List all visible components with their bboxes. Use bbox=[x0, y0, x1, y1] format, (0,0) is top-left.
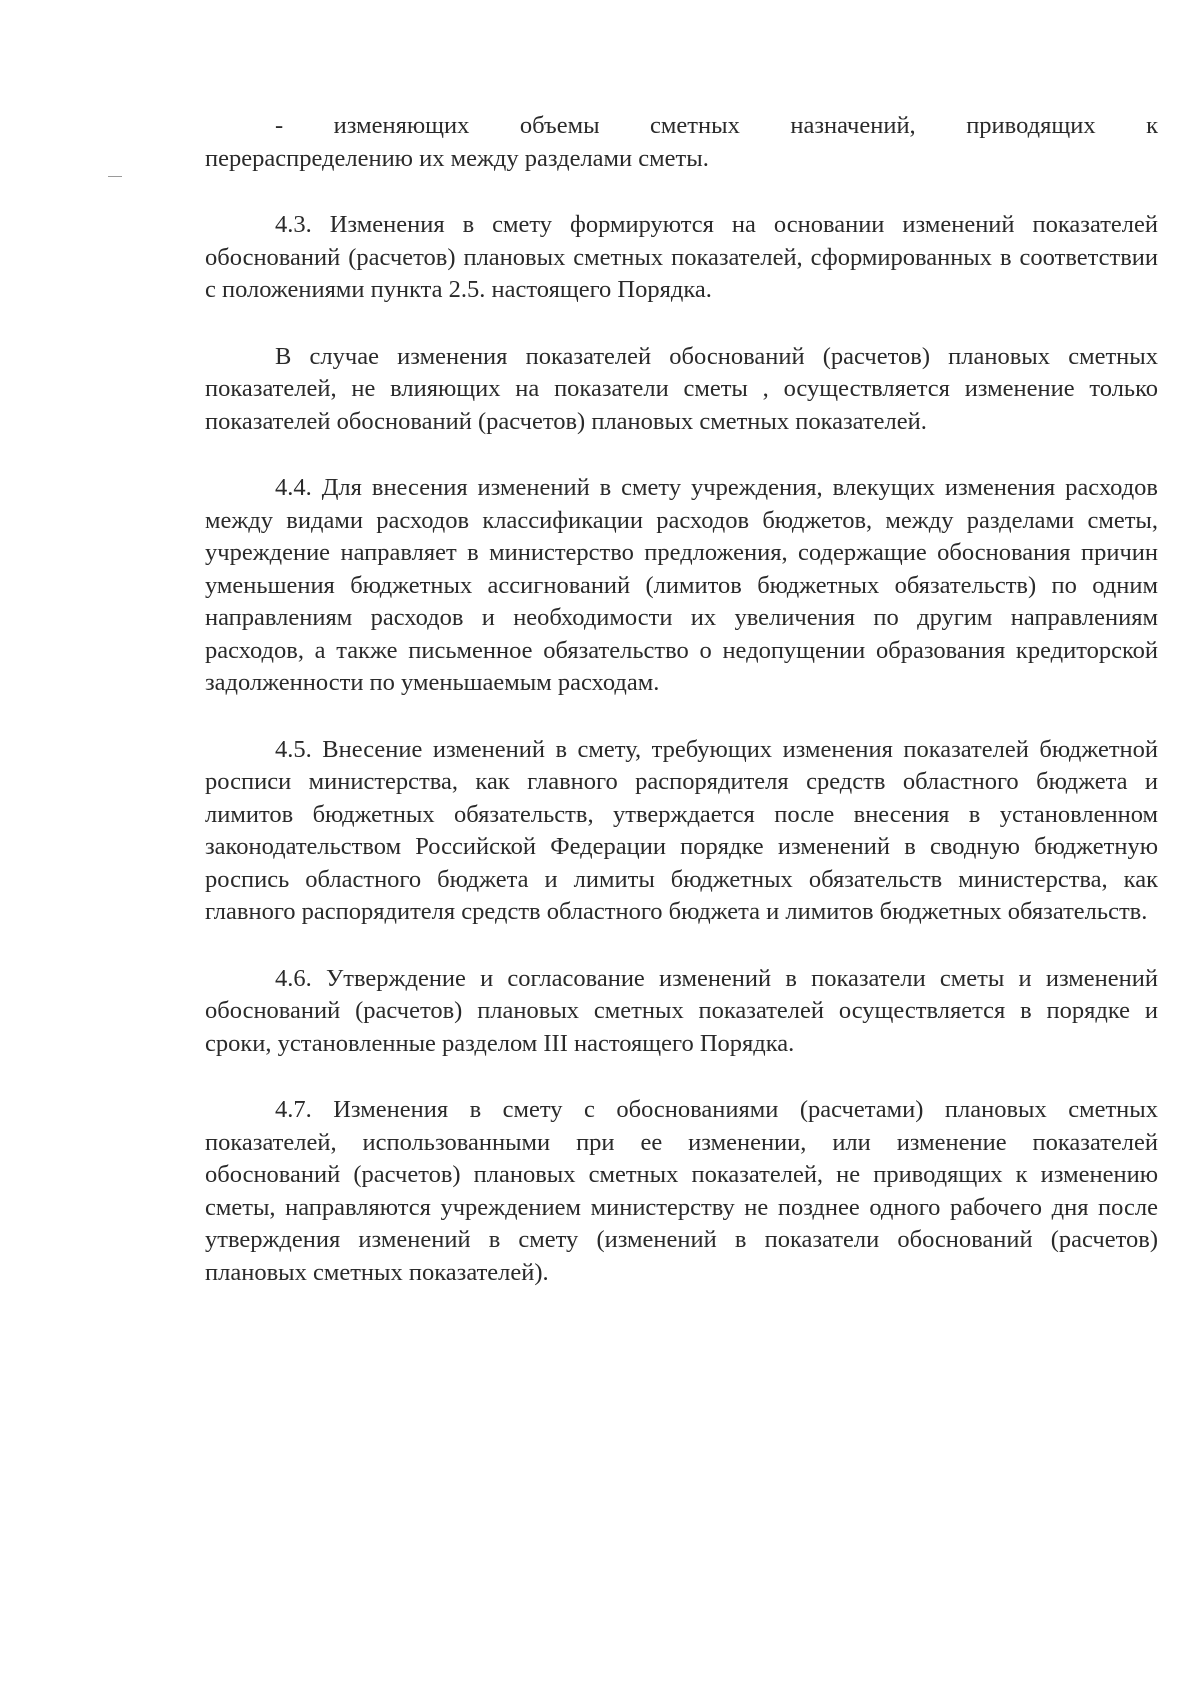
paragraph-4-3-note: В случае изменения показателей обоснований (расчетов) плановых сметных показателей, не влияющих на показатели сметы , осуществляется изменение только показателей обоснований (расчетов) плановых сметных показателей. bbox=[205, 342, 1158, 435]
paragraph-4-7: 4.7. Изменения в смету с обоснованиями (расчетами) плановых сметных показателей, использованными при ее изменении, или изменение показателей обоснований (расчетов) плановых сметных показателей, не приводящих к изменению сметы, направляются учреждением министерству не позднее одного рабочего дня после утверждения изменений в смету (изменений в показатели обоснований (расчетов) плановых сметных показателей). bbox=[205, 1096, 1158, 1286]
paragraph-4-4: 4.4. Для внесения изменений в смету учреждения, влекущих изменения расходов между видами расходов классификации расходов бюджетов, между разделами сметы, учреждение направляет в министерство предложения, содержащие обоснования причин уменьшения бюджетных ассигнований (лимитов бюджетных обязательств) по одним направлениям расходов и необходимости их увеличения по другим направлениям расходов, а также письменное обязательство о недопущении образования кредиторской задолженности по уменьшаемым расходам. bbox=[205, 474, 1158, 696]
document-body bbox=[205, 110, 1158, 1323]
paragraph-list-item-continuation: - изменяющих объемы сметных назначений, приводящих к перераспределению их между разделами сметы. bbox=[205, 112, 1158, 172]
paragraph-4-3: 4.3. Изменения в смету формируются на основании изменений показателей обоснований (расчетов) плановых сметных показателей, сформированных в соответствии с положениями пункта 2.5. настоящего Порядка. bbox=[205, 211, 1158, 303]
scan-mark bbox=[108, 176, 122, 177]
paragraph-4-6: 4.6. Утверждение и согласование изменений в показатели сметы и изменений обоснований (расчетов) плановых сметных показателей осуществляется в порядке и сроки, установленные разделом III настоящего Порядка. bbox=[205, 964, 1158, 1057]
paragraph-4-5: 4.5. Внесение изменений в смету, требующих изменения показателей бюджетной росписи министерства, как главного распорядителя средств областного бюджета и лимитов бюджетных обязательств, утверждается после внесения в установленном законодательством Российской Федерации порядке изменений в сводную бюджетную роспись областного бюджета и лимиты бюджетных обязательств министерства, как главного распорядителя средств областного бюджета и лимитов бюджетных обязательств. bbox=[205, 735, 1158, 925]
